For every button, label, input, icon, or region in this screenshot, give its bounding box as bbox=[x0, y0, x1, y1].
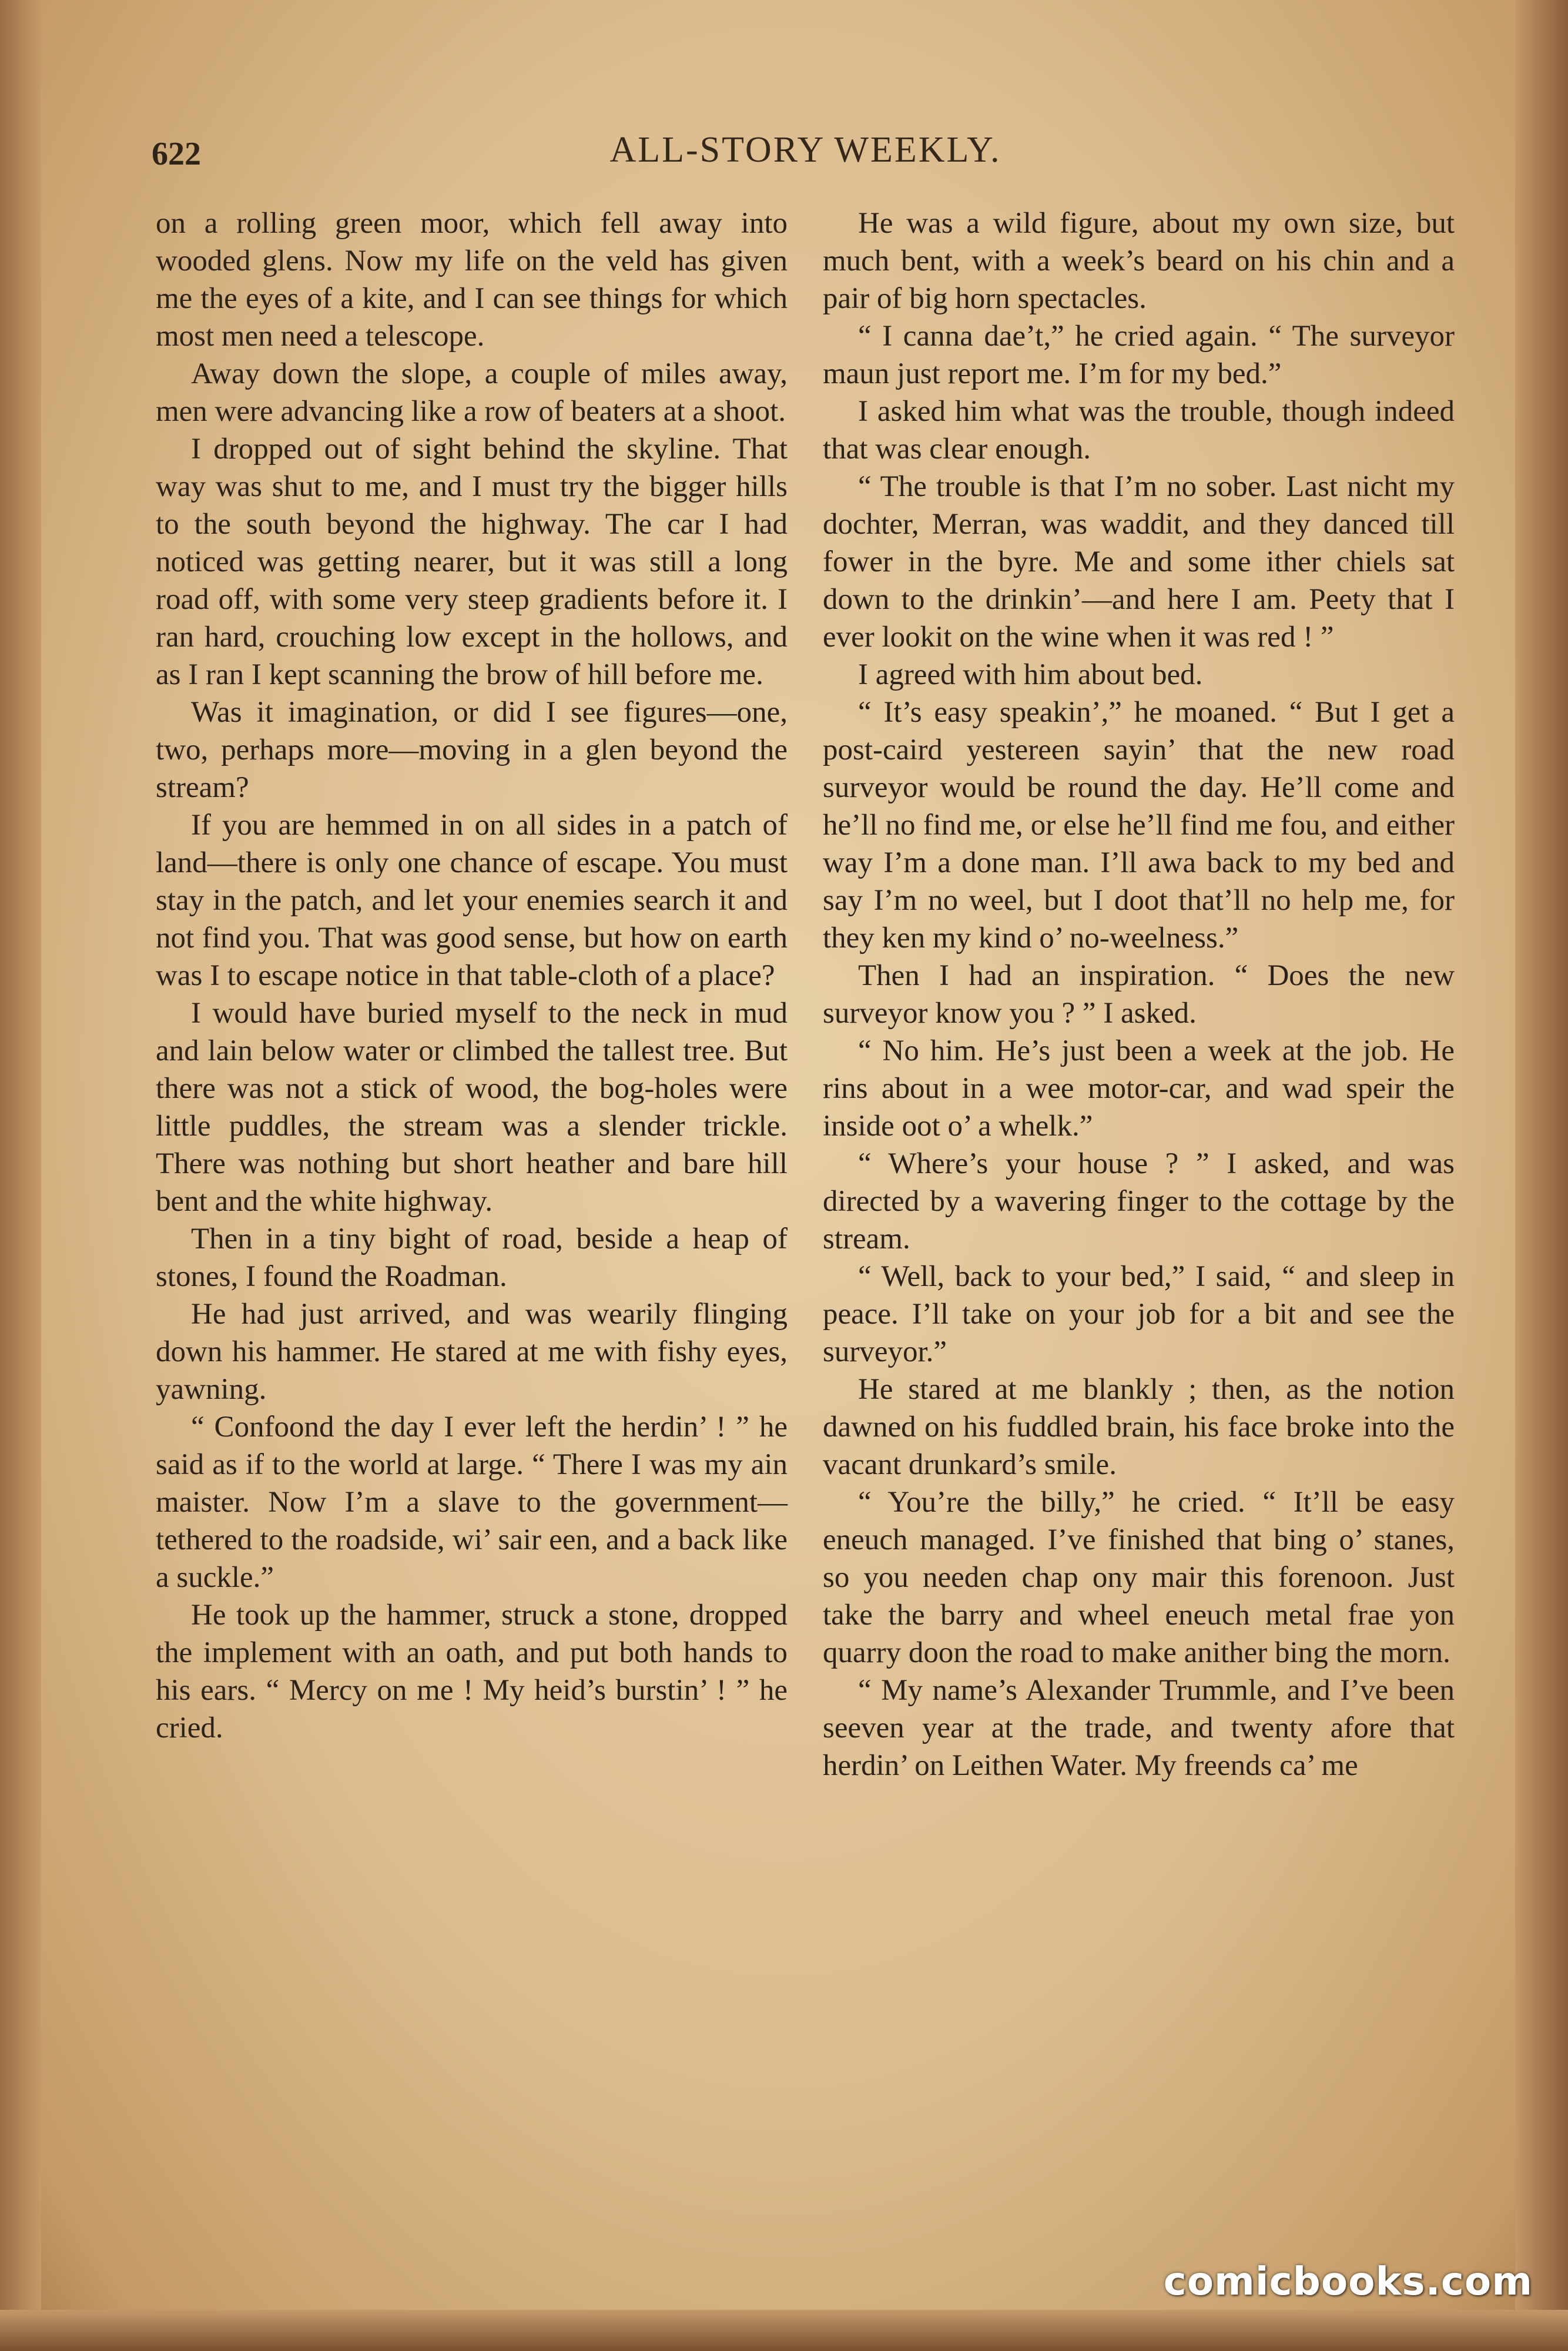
paragraph: I would have buried myself to the neck in mud and lain below water or climbed the tallest tree. But there was not a stick of wood, the bog-holes were little puddles, the stream was a slender trickle. There was nothing but short heather and bare hill bent and the white highway. bbox=[156, 997, 788, 1218]
paragraph: “ You’re the billy,” he cried. “ It’ll be easy eneuch managed. I’ve finished that bing o’ stanes, so you needen chap ony mair this forenoon. Just take the barry and wheel eneuch metal frae yon quarry doon the road to make anither bing the morn. bbox=[823, 1486, 1455, 1669]
paragraph: on a rolling green moor, which fell away into wooded glens. Now my life on the veld has given me the eyes of a kite, and I can see things for which most men need a telescope. bbox=[156, 207, 788, 353]
paragraph: If you are hemmed in on all sides in a patch of land—there is only one chance of escape. You must stay in the patch, and let your enemies search it and not find you. That was good sense, but how on earth was I to escape notice in that table-cloth of a place? bbox=[156, 809, 788, 992]
paragraph: Then I had an inspiration. “ Does the new surveyor know you ? ” I asked. bbox=[823, 959, 1455, 1030]
paragraph: He stared at me blankly ; then, as the notion dawned on his fuddled brain, his face broke into the vacant drunkard’s smile. bbox=[823, 1373, 1455, 1481]
paragraph: “ No him. He’s just been a week at the job. He rins about in a wee motor-car, and wad speir the inside oot o’ a whelk.” bbox=[823, 1034, 1455, 1143]
paragraph: “ The trouble is that I’m no sober. Last nicht my dochter, Merran, was waddit, and they danced till fower in the byre. Me and some ither chiels sat down to the drinkin’—and here I am. Peety that I ever lookit on the wine when it was red ! ” bbox=[823, 470, 1455, 654]
paragraph: He took up the hammer, struck a stone, dropped the implement with an oath, and put both hands to his ears. “ Mercy on me ! My heid’s burstin’ ! ” he cried. bbox=[156, 1599, 788, 1744]
paragraph: Away down the slope, a couple of miles away, men were advancing like a row of beaters at a shoot. bbox=[156, 357, 788, 428]
paragraph: Then in a tiny bight of road, beside a heap of stones, I found the Roadman. bbox=[156, 1223, 788, 1293]
paragraph: Was it imagination, or did I see figures—one, two, perhaps more—moving in a glen beyond the stream? bbox=[156, 696, 788, 804]
paragraph: “ It’s easy speakin’,” he moaned. “ But I get a post-caird yestereen sayin’ that the new road surveyor would be round the day. He’ll come and he’ll no find me, or else he’ll find me fou, and either way I’m a done man. I’ll awa back to my bed and say I’m no weel, but I doot that’ll no help me, for they ken my kind o’ no-weelness.” bbox=[823, 696, 1455, 955]
paragraph: “ Well, back to your bed,” I said, “ and sleep in peace. I’ll take on your job for a bit and see the surveyor.” bbox=[823, 1260, 1455, 1368]
page-edge-left bbox=[0, 0, 41, 2351]
page-edge-bottom bbox=[0, 2310, 1568, 2351]
paragraph: “ Where’s your house ? ” I asked, and was directed by a wavering finger to the cottage by the stream. bbox=[823, 1147, 1455, 1255]
page-edge-right bbox=[1515, 0, 1568, 2351]
watermark-text: comicbooks.com bbox=[1163, 2259, 1533, 2304]
paragraph: He had just arrived, and was wearily flinging down his hammer. He stared at me with fishy eyes, yawning. bbox=[156, 1298, 788, 1406]
text-column-right bbox=[823, 205, 1455, 1784]
paragraph: I dropped out of sight behind the skyline. That way was shut to me, and I must try the bigger hills to the south beyond the highway. The car I had noticed was getting nearer, but it was still a long road off, with some very steep gradients before it. I ran hard, crouching low except in the hollows, and as I ran I kept scanning the brow of hill before me. bbox=[156, 433, 788, 691]
paragraph: I asked him what was the trouble, though indeed that was clear enough. bbox=[823, 395, 1455, 465]
page-number: 622 bbox=[152, 136, 201, 172]
paragraph: “ I canna dae’t,” he cried again. “ The surveyor maun just report me. I’m for my bed.” bbox=[823, 320, 1455, 390]
paragraph: “ My name’s Alexander Trummle, and I’ve been seeven year at the trade, and twenty afore that herdin’ on Leithen Water. My freends ca’ me bbox=[823, 1674, 1455, 1782]
paragraph: He was a wild figure, about my own size, but much bent, with a week’s beard on his chin and a pair of big horn spectacles. bbox=[823, 207, 1455, 315]
running-title: ALL-STORY WEEKLY. bbox=[609, 130, 1001, 170]
running-head bbox=[152, 129, 1459, 182]
text-column-left bbox=[156, 205, 788, 1747]
paragraph: “ Confoond the day I ever left the herdin’ ! ” he said as if to the world at large. “ There I was my ain maister. Now I’m a slave to the government—tethered to the roadside, wi’ sair een, and a back like a suckle.” bbox=[156, 1411, 788, 1594]
paragraph: I agreed with him about bed. bbox=[858, 658, 1203, 691]
